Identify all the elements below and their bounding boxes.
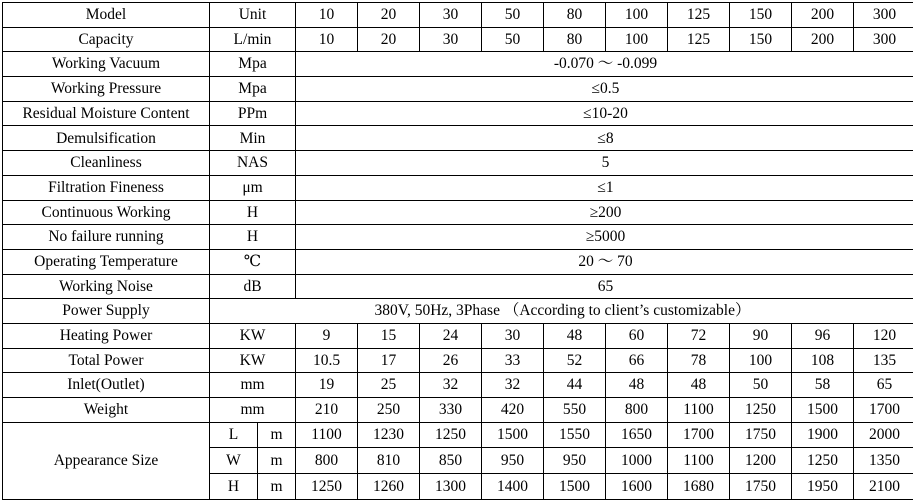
value-cell: 48 <box>668 373 730 398</box>
row-label: Power Supply <box>3 299 210 324</box>
model-value: 100 <box>606 3 668 28</box>
spec-row <box>3 225 913 250</box>
value-cell: 10 <box>296 27 358 52</box>
value-cell: 2100 <box>854 474 913 500</box>
dimension-axis: L <box>210 422 258 448</box>
spec-row <box>3 77 913 102</box>
value-cell: 120 <box>854 323 913 348</box>
shared-value: ≤8 <box>296 126 913 151</box>
value-cell: 10.5 <box>296 348 358 373</box>
value-cell: 1300 <box>420 474 482 500</box>
row-label: Appearance Size <box>3 422 210 499</box>
value-cell: 810 <box>358 448 420 474</box>
value-cell: 96 <box>792 323 854 348</box>
unit-cell: mm <box>210 373 296 398</box>
model-value: 50 <box>482 3 544 28</box>
row-label: Working Noise <box>3 274 210 299</box>
value-cell: 420 <box>482 398 544 423</box>
value-cell: 1950 <box>792 474 854 500</box>
model-value: 300 <box>854 3 913 28</box>
model-value: 20 <box>358 3 420 28</box>
unit-cell: Mpa <box>210 52 296 77</box>
value-cell: 20 <box>358 27 420 52</box>
shared-value: -0.070 ～ -0.099 <box>296 52 913 77</box>
row-label: Working Pressure <box>3 77 210 102</box>
value-cell: 1650 <box>606 422 668 448</box>
value-cell: 135 <box>854 348 913 373</box>
shared-value: ≤10-20 <box>296 101 913 126</box>
model-value: 200 <box>792 3 854 28</box>
model-value: 125 <box>668 3 730 28</box>
unit-cell: Mpa <box>210 77 296 102</box>
value-cell: 1100 <box>296 422 358 448</box>
value-cell: 90 <box>730 323 792 348</box>
header-row <box>3 3 913 28</box>
value-cell: 25 <box>358 373 420 398</box>
value-cell: 950 <box>482 448 544 474</box>
value-cell: 78 <box>668 348 730 373</box>
row-label: Cleanliness <box>3 151 210 176</box>
value-cell: 9 <box>296 323 358 348</box>
spec-row <box>3 200 913 225</box>
value-cell: 1750 <box>730 422 792 448</box>
value-cell: 1750 <box>730 474 792 500</box>
dimension-unit: m <box>258 422 296 448</box>
value-cell: 1550 <box>544 422 606 448</box>
value-cell: 210 <box>296 398 358 423</box>
spec-row <box>3 323 913 348</box>
value-cell: 1500 <box>544 474 606 500</box>
model-value: 10 <box>296 3 358 28</box>
unit-cell: H <box>210 200 296 225</box>
unit-cell: PPm <box>210 101 296 126</box>
model-value: 30 <box>420 3 482 28</box>
spec-row <box>3 175 913 200</box>
unit-cell: mm <box>210 398 296 423</box>
spec-row <box>3 398 913 423</box>
spec-row <box>3 126 913 151</box>
unit-cell: KW <box>210 348 296 373</box>
value-cell: 15 <box>358 323 420 348</box>
value-cell: 1350 <box>854 448 913 474</box>
spec-row <box>3 373 913 398</box>
value-cell: 1000 <box>606 448 668 474</box>
spec-row <box>3 52 913 77</box>
value-cell: 1200 <box>730 448 792 474</box>
value-cell: 24 <box>420 323 482 348</box>
spec-row <box>3 101 913 126</box>
value-cell: 1500 <box>792 398 854 423</box>
value-cell: 72 <box>668 323 730 348</box>
row-label: Model <box>3 3 210 28</box>
value-cell: 66 <box>606 348 668 373</box>
value-cell: 1100 <box>668 448 730 474</box>
value-cell: 300 <box>854 27 913 52</box>
unit-cell: NAS <box>210 151 296 176</box>
spec-row <box>3 348 913 373</box>
value-cell: 33 <box>482 348 544 373</box>
value-cell: 48 <box>544 323 606 348</box>
value-cell: 32 <box>482 373 544 398</box>
shared-value: ≥200 <box>296 200 913 225</box>
row-label: Heating Power <box>3 323 210 348</box>
value-cell: 2000 <box>854 422 913 448</box>
value-cell: 100 <box>730 348 792 373</box>
unit-cell: ℃ <box>210 249 296 274</box>
unit-cell: KW <box>210 323 296 348</box>
value-cell: 19 <box>296 373 358 398</box>
value-cell: 52 <box>544 348 606 373</box>
value-cell: 60 <box>606 323 668 348</box>
value-cell: 30 <box>482 323 544 348</box>
value-cell: 50 <box>730 373 792 398</box>
shared-value: ≥5000 <box>296 225 913 250</box>
value-cell: 200 <box>792 27 854 52</box>
row-label: Weight <box>3 398 210 423</box>
shared-value: 20 ～ 70 <box>296 249 913 274</box>
unit-cell: L/min <box>210 27 296 52</box>
row-label: Continuous Working <box>3 200 210 225</box>
row-label: No failure running <box>3 225 210 250</box>
power-supply-row <box>3 299 913 324</box>
unit-cell: Unit <box>210 3 296 28</box>
value-cell: 1250 <box>420 422 482 448</box>
row-label: Working Vacuum <box>3 52 210 77</box>
value-cell: 1700 <box>668 422 730 448</box>
capacity-row <box>3 27 913 52</box>
row-label: Filtration Fineness <box>3 175 210 200</box>
unit-cell: H <box>210 225 296 250</box>
appearance-row <box>3 422 913 448</box>
value-cell: 17 <box>358 348 420 373</box>
spec-table-body <box>3 3 913 500</box>
value-cell: 58 <box>792 373 854 398</box>
value-cell: 32 <box>420 373 482 398</box>
value-cell: 1250 <box>296 474 358 500</box>
spec-row <box>3 249 913 274</box>
value-cell: 48 <box>606 373 668 398</box>
value-cell: 44 <box>544 373 606 398</box>
value-cell: 1260 <box>358 474 420 500</box>
value-cell: 1230 <box>358 422 420 448</box>
value-cell: 550 <box>544 398 606 423</box>
value-cell: 1680 <box>668 474 730 500</box>
dimension-unit: m <box>258 448 296 474</box>
row-label: Capacity <box>3 27 210 52</box>
dimension-unit: m <box>258 474 296 500</box>
value-cell: 1500 <box>482 422 544 448</box>
value-cell: 1100 <box>668 398 730 423</box>
unit-cell: μm <box>210 175 296 200</box>
value-cell: 50 <box>482 27 544 52</box>
shared-value: 5 <box>296 151 913 176</box>
model-value: 80 <box>544 3 606 28</box>
value-cell: 800 <box>296 448 358 474</box>
value-cell: 250 <box>358 398 420 423</box>
value-cell: 80 <box>544 27 606 52</box>
value-cell: 1600 <box>606 474 668 500</box>
dimension-axis: W <box>210 448 258 474</box>
value-cell: 30 <box>420 27 482 52</box>
value-cell: 65 <box>854 373 913 398</box>
value-cell: 1250 <box>730 398 792 423</box>
spec-row <box>3 151 913 176</box>
value-cell: 850 <box>420 448 482 474</box>
value-cell: 108 <box>792 348 854 373</box>
value-cell: 330 <box>420 398 482 423</box>
row-label: Inlet(Outlet) <box>3 373 210 398</box>
value-cell: 800 <box>606 398 668 423</box>
spec-row <box>3 274 913 299</box>
value-cell: 950 <box>544 448 606 474</box>
spec-table <box>2 2 913 500</box>
value-cell: 1700 <box>854 398 913 423</box>
value-cell: 1400 <box>482 474 544 500</box>
value-cell: 125 <box>668 27 730 52</box>
dimension-axis: H <box>210 474 258 500</box>
row-label: Residual Moisture Content <box>3 101 210 126</box>
shared-value: ≤0.5 <box>296 77 913 102</box>
row-label: Demulsification <box>3 126 210 151</box>
value-cell: 1250 <box>792 448 854 474</box>
value-cell: 150 <box>730 27 792 52</box>
row-label: Operating Temperature <box>3 249 210 274</box>
unit-cell: Min <box>210 126 296 151</box>
model-value: 150 <box>730 3 792 28</box>
value-cell: 1900 <box>792 422 854 448</box>
value-cell: 100 <box>606 27 668 52</box>
unit-cell: dB <box>210 274 296 299</box>
shared-value: 65 <box>296 274 913 299</box>
shared-value: ≤1 <box>296 175 913 200</box>
value-cell: 26 <box>420 348 482 373</box>
row-label: Total Power <box>3 348 210 373</box>
power-supply-value: 380V, 50Hz, 3Phase （According to client’s customizable） <box>210 299 913 324</box>
